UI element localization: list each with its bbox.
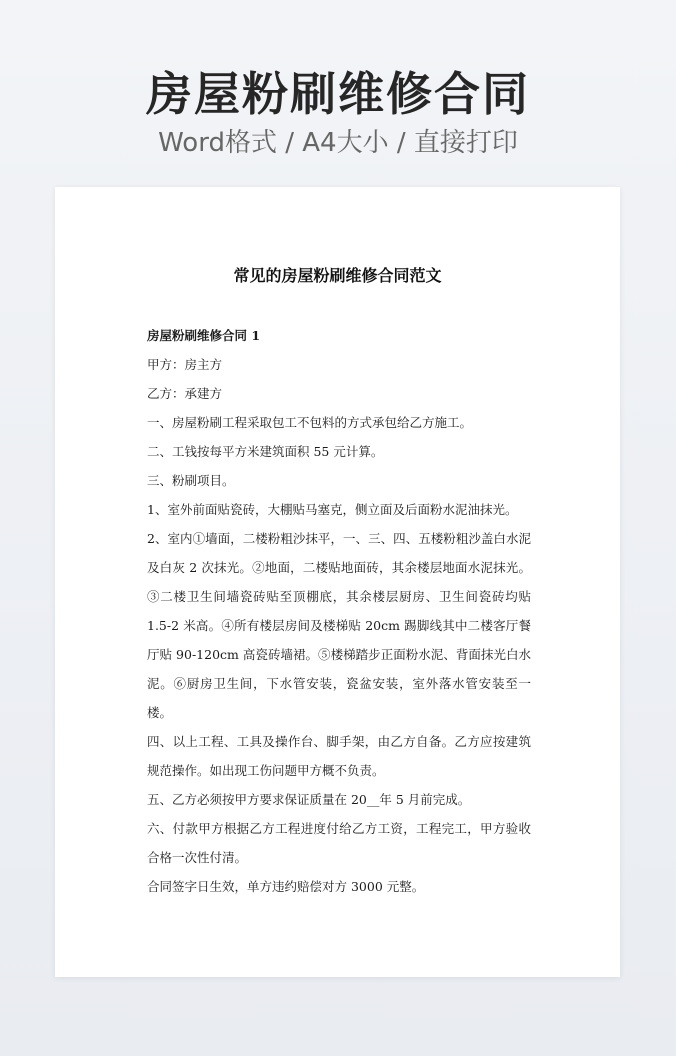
item-2: 2、室内①墙面，二楼粉粗沙抹平，一、三、四、五楼粉粗沙盖白水泥及白灰 2 次抹光。②地面，二楼贴地面砖，其余楼层地面水泥抹光。③二楼卫生间墙瓷砖贴至顶棚底，其余楼层厨房、卫生间瓷砖均贴 1.5-2 米高。④所有楼层房间及楼梯贴 20cm 踢脚线其中二楼客厅餐厅贴 90-120cm 高瓷砖墙裙。⑤楼梯踏步正面粉水泥、背面抹光白水泥。⑥厨房卫生间，下水管安装，瓷盆安装，室外落水管安装至一楼。 bbox=[147, 531, 531, 720]
clause-3: 三、粉刷项目。 bbox=[147, 473, 235, 488]
page-subtitle: Word格式 / A4大小 / 直接打印 bbox=[158, 128, 518, 158]
item-1: 1、室外前面贴瓷砖，大棚贴马塞克，侧立面及后面粉水泥油抹光。 bbox=[147, 502, 518, 517]
party-b: 乙方：承建方 bbox=[147, 386, 223, 401]
document-title: 常见的房屋粉刷维修合同范文 bbox=[233, 266, 442, 285]
clause-1: 一、房屋粉刷工程采取包工不包料的方式承包给乙方施工。 bbox=[147, 415, 473, 430]
document-page bbox=[55, 187, 620, 977]
clause-2: 二、工钱按每平方米建筑面积 55 元计算。 bbox=[147, 444, 384, 459]
page-title: 房屋粉刷维修合同 bbox=[146, 67, 530, 121]
closing-line: 合同签字日生效，单方违约赔偿对方 3000 元整。 bbox=[147, 879, 425, 894]
clause-4: 四、以上工程、工具及操作台、脚手架，由乙方自备。乙方应按建筑规范操作。如出现工伤问题甲方概不负责。 bbox=[147, 734, 531, 778]
party-a: 甲方：房主方 bbox=[147, 357, 223, 372]
header bbox=[0, 64, 676, 160]
section-heading: 房屋粉刷维修合同 1 bbox=[147, 328, 261, 343]
document-body bbox=[147, 321, 531, 901]
clause-5: 五、乙方必须按甲方要求保证质量在 20__年 5 月前完成。 bbox=[147, 792, 471, 807]
clause-6: 六、付款甲方根据乙方工程进度付给乙方工资，工程完工，甲方验收合格一次性付清。 bbox=[147, 821, 531, 865]
